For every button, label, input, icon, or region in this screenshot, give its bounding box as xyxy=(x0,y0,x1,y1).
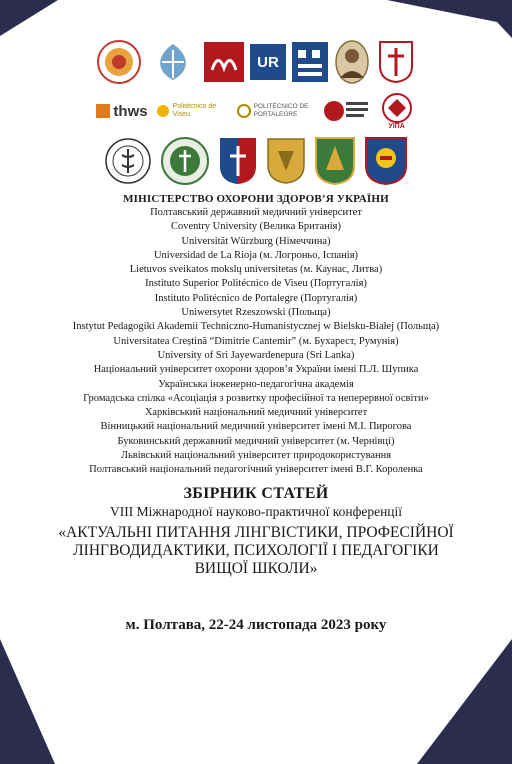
corner-top-right xyxy=(387,0,512,38)
organization-item: Полтавський державний медичний університет xyxy=(150,207,362,218)
corner-bottom-left xyxy=(0,639,60,764)
organization-item: Національний університет охорони здоров’я України імені П.Л. Шупика xyxy=(93,364,419,376)
lviv-nature-logo xyxy=(314,136,356,186)
conference-title-line: ЛІНГВОДИДАКТИКИ, ПСИХОЛОГІЇ І ПЕДАГОГІКИ xyxy=(73,542,439,559)
la-rioja-logo xyxy=(204,42,244,82)
organization-item: Instytut Pedagogiki Akademii Techniczno-Humanistycznej w Bielsku-Białej (Польща) xyxy=(72,321,440,333)
organization-item: Полтавський національний педагогічний університет імені В.Г. Короленка xyxy=(89,464,423,476)
collection-title: ЗБІРНИК СТАТЕЙ xyxy=(183,485,329,502)
place-date: м. Полтава, 22-24 листопада 2023 року xyxy=(125,617,387,633)
bielsko-logo xyxy=(292,42,328,82)
kharkiv-medical-logo xyxy=(160,136,210,186)
ur-logo: UR xyxy=(250,44,286,80)
cantemir-portrait-logo xyxy=(334,40,370,84)
organization-item: Вінницький національний медичний університет імені М.І. Пирогова xyxy=(100,421,412,433)
organization-item: Українська інженерно-педагогічна академія xyxy=(158,378,354,390)
vinnytsia-logo xyxy=(218,136,258,186)
conference-title-line: ВИЩОЇ ШКОЛИ» xyxy=(194,560,318,577)
organization-item: Instituto Politécnico de Portalegre (Португалія) xyxy=(154,292,358,304)
organization-item: Львівський національний університет природокористування xyxy=(120,450,392,462)
conference-title-line: «АКТУАЛЬНІ ПИТАННЯ ЛІНГВІСТИКИ, ПРОФЕСІЙНОЇ xyxy=(58,524,454,541)
corner-top-left xyxy=(0,0,60,38)
logo-row-2 xyxy=(0,92,512,130)
organization-item: Coventry University (Велика Британія) xyxy=(170,221,342,233)
lsmu-logo xyxy=(376,40,416,84)
organization-item: Lietuvos sveikatos mokslų universitetas (м. Каунас, Литва) xyxy=(129,264,383,276)
organization-item: Uniwersytet Rzeszowski (Польща) xyxy=(181,307,331,319)
organization-item: Universidad de La Rioja (м. Логроньо, Іспанія) xyxy=(153,249,359,261)
viseu-logo: Politécnico de Viseu xyxy=(156,103,229,119)
organization-item: University of Sri Jayewardenepura (Sri Lanka) xyxy=(157,349,355,361)
organization-item: Universitatea Creștină “Dimitrie Cantemir” (м. Бухарест, Румунія) xyxy=(113,335,399,347)
corner-bottom-right xyxy=(417,639,512,764)
organizations-list xyxy=(0,206,512,478)
upa-logo: УІПА xyxy=(378,93,416,130)
organization-item: Instituto Superior Politécnico de Viseu (Португалія) xyxy=(145,278,367,290)
shupyk-logo xyxy=(104,137,152,185)
organization-item: Громадська спілка «Асоціація з розвитку професійної та неперервної освіти» xyxy=(83,392,429,404)
coventry-university-logo xyxy=(148,40,198,84)
conference-subtitle: VIII Міжнародної науково-практичної конференції xyxy=(109,504,403,519)
korolenko-logo xyxy=(364,136,408,186)
logo-row-3 xyxy=(0,134,512,188)
bukovyna-logo xyxy=(266,137,306,185)
conference-title xyxy=(0,524,512,578)
organization-item: Харківський національний медичний університет xyxy=(144,407,368,419)
organization-item: Universität Würzburg (Німеччина) xyxy=(181,235,331,247)
association-logo xyxy=(322,94,370,128)
portalegre-logo: POLITÉCNICO DE PORTALEGRE xyxy=(237,103,314,119)
logo-row-1 xyxy=(0,38,512,86)
ministry-title: МІНІСТЕРСТВО ОХОРОНИ ЗДОРОВ’Я УКРАЇНИ xyxy=(123,193,389,205)
organization-item: Буковинський державний медичний університет (м. Чернівці) xyxy=(117,435,395,447)
poltava-university-logo xyxy=(96,39,142,85)
thws-logo: thws xyxy=(96,103,147,120)
